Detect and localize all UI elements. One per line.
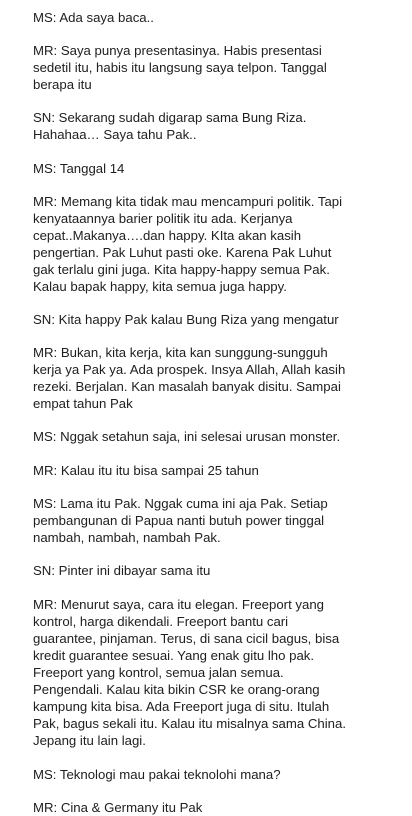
transcript-line: nambah, nambah, nambah Pak. [33, 530, 221, 545]
transcript-line: pengertian. Pak Luhut pasti oke. Karena Pak Luhut [33, 245, 332, 260]
transcript-line: kampung kita bisa. Ada Freeport juga di situ. Itulah [33, 699, 330, 714]
transcript-line: rezeki. Berjalan. Kan masalah banyak disitu. Sampai [33, 379, 341, 394]
transcript-line: Freeport yang kontrol, semua jalan semua. [33, 665, 284, 680]
transcript-line: MR: Memang kita tidak mau mencampuri politik. Tapi [33, 194, 343, 209]
transcript-line: guarantee, pinjaman. Terus, di sana cicil bagus, bisa [33, 631, 340, 646]
transcript-line: MR: Kalau itu itu bisa sampai 25 tahun [33, 463, 259, 478]
transcript-line: empat tahun Pak [33, 396, 133, 411]
transcript-line: MS: Teknologi mau pakai teknolohi mana? [33, 767, 281, 782]
transcript-line: Pak, bagus sekali itu. Kalau itu misalnya sama China. [33, 716, 346, 731]
transcript-line: kenyataannya barier politik itu ada. Kerjanya [33, 211, 293, 226]
transcript-line: Pengendali. Kalau kita bikin CSR ke orang-orang [33, 682, 320, 697]
transcript-line: kredit guarantee sesuai. Yang enak gitu lho pak. [33, 648, 315, 663]
transcript-line: SN: Kita happy Pak kalau Bung Riza yang mengatur [33, 312, 339, 327]
transcript-line: kerja ya Pak ya. Ada prospek. Insya Allah, Allah kasih [33, 362, 346, 377]
transcript-line: MR: Cina & Germany itu Pak [33, 800, 203, 815]
transcript-line: berapa itu [33, 77, 92, 92]
transcript-line: Kalau bapak happy, kita semua juga happy. [33, 279, 287, 294]
transcript-line: cepat..Makanya….dan happy. KIta akan kasih [33, 228, 302, 243]
transcript-line: gak terlalu gini juga. Kita happy-happy semua Pak. [33, 262, 330, 277]
transcript-line: MS: Lama itu Pak. Nggak cuma ini aja Pak. Setiap [33, 496, 328, 511]
transcript-line: MR: Saya punya presentasinya. Habis presentasi [33, 43, 322, 58]
transcript-line: MR: Menurut saya, cara itu elegan. Freeport yang [33, 597, 325, 612]
transcript-line: MS: Nggak setahun saja, ini selesai urusan monster. [33, 429, 341, 444]
transcript-line: kontrol, harga dikendali. Freeport bantu cari [33, 614, 289, 629]
transcript-line: Jepang itu lain lagi. [33, 733, 146, 748]
transcript-line: sedetil itu, habis itu langsung saya telpon. Tanggal [33, 60, 327, 75]
transcript-line: SN: Pinter ini dibayar sama itu [33, 563, 211, 578]
transcript-line: SN: Sekarang sudah digarap sama Bung Riza. [33, 110, 307, 125]
transcript-line: MR: Bukan, kita kerja, kita kan sunggung-sungguh [33, 345, 328, 360]
transcript-line: Hahahaa… Saya tahu Pak.. [33, 127, 197, 142]
transcript-line: pembangunan di Papua nanti butuh power tinggal [33, 513, 325, 528]
transcript-line: MS: Tanggal 14 [33, 161, 125, 176]
transcript-line: MS: Ada saya baca.. [33, 10, 154, 25]
